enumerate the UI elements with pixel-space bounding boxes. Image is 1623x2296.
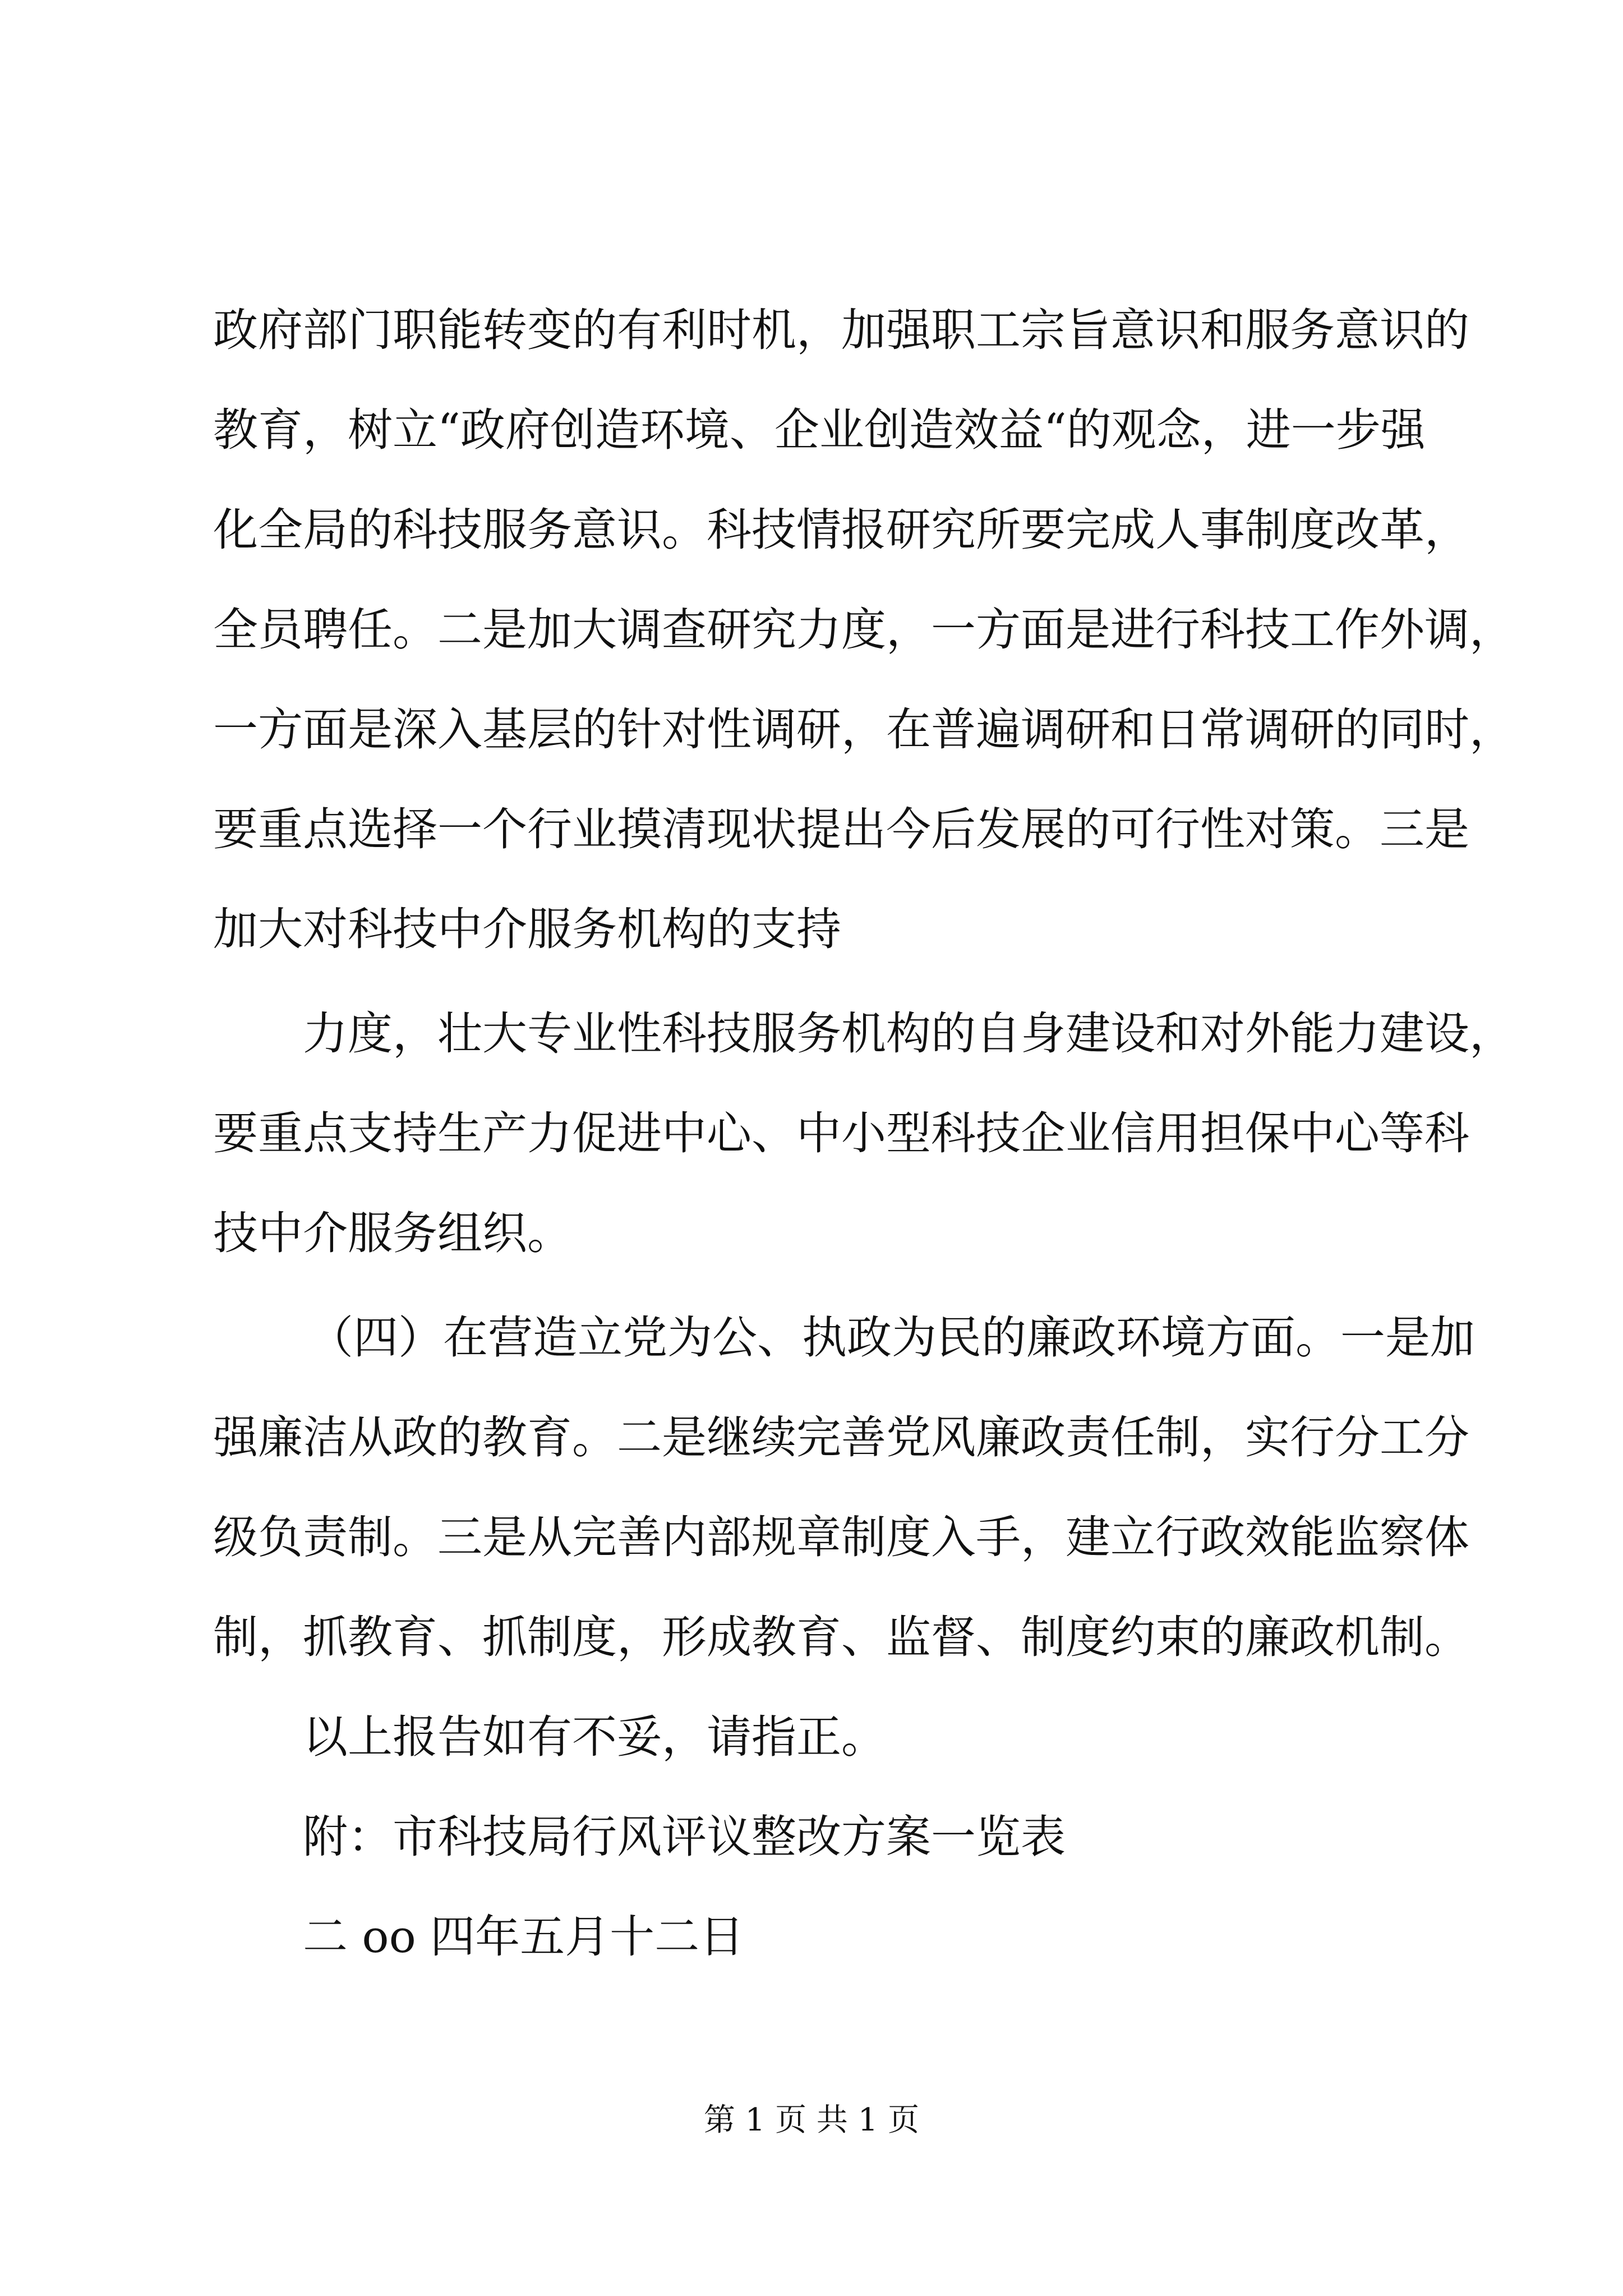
paragraph-3 — [213, 1288, 1475, 1687]
attachment-note: 附：市科技局行风评议整改方案一览表 — [303, 1811, 1066, 1863]
text-line: 全员聘任。二是加大调查研究力度，一方面是进行科技工作外调， — [213, 604, 1514, 656]
text-line: （四）在营造立党为公、执政为民的廉政环境方面。一是加 — [308, 1312, 1475, 1364]
text-line: 政府部门职能转变的有利时机，加强职工宗旨意识和服务意识的 — [213, 304, 1469, 356]
text-line: 级负责制。三是从完善内部规章制度入手，建立行政效能监察体 — [213, 1511, 1469, 1563]
text-line: 强廉洁从政的教育。二是继续完善党风廉政责任制，实行分工分 — [213, 1411, 1469, 1464]
text-line: 教育，树立“政府创造环境、企业创造效益“的观念，进一步强 — [213, 404, 1426, 456]
text-line: 要重点支持生产力促进中心、中小型科技企业信用担保中心等科 — [213, 1107, 1469, 1159]
text-line: 要重点选择一个行业摸清现状提出今后发展的可行性对策。三是 — [213, 803, 1469, 855]
page-indicator: 第 1 页 共 1 页 — [703, 2102, 920, 2138]
text-line: 化全局的科技服务意识。科技情报研究所要完成人事制度改革， — [213, 504, 1469, 556]
paragraph-1 — [213, 280, 1514, 979]
document-date: 二 oo 四年五月十二日 — [303, 1911, 745, 1963]
text-line: 加大对科技中介服务机构的支持 — [213, 903, 841, 955]
closing-remark: 以上报告如有不妥，请指正。 — [303, 1711, 886, 1763]
document-body — [213, 280, 1514, 1987]
paragraph-2 — [213, 984, 1514, 1283]
text-line: 制，抓教育、抓制度，形成教育、监督、制度约束的廉政机制。 — [213, 1611, 1469, 1663]
text-line: 一方面是深入基层的针对性调研，在普遍调研和日常调研的同时， — [213, 703, 1514, 756]
text-line: 技中介服务组织。 — [213, 1207, 572, 1259]
page-footer — [0, 2098, 1623, 2143]
text-line: 力度，壮大专业性科技服务机构的自身建设和对外能力建设， — [303, 1007, 1514, 1060]
